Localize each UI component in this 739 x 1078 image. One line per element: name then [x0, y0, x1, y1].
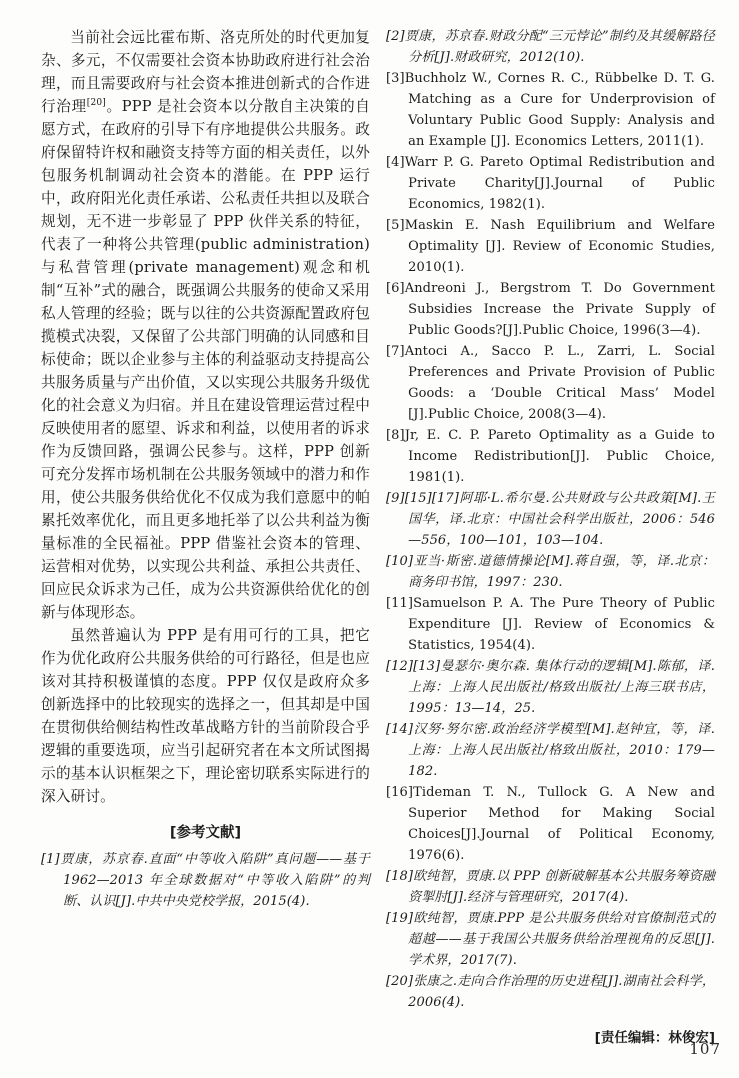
paragraph-1-text: 当前社会远比霍布斯、洛克所处的时代更加复杂、多元，不仅需要社会资本协助政府进行社会治理，而且需要政府与社会资本推进创新式的合作进行治理	[41, 29, 370, 115]
reference-item-20: [20]张康之.走向合作治理的历史进程[J].湖南社会科学，2006(4).	[386, 974, 715, 1010]
reference-item-5: [5]Maskin E. Nash Equilibrium and Welfare Optimality [J]. Review of Economic Studies, 2010(1).	[386, 218, 715, 275]
reference-item-10: [10]亚当·斯密.道德情操论[M].蒋自强，等，译.北京：商务印书馆，1997：230.	[386, 554, 715, 590]
reference-item-8: [8]Jr, E. C. P. Pareto Optimality as a Guide to Income Redistribution[J]. Public Choice, 1981(1).	[386, 428, 715, 485]
reference-item-7: [7]Antoci A., Sacco P. L., Zarri, L. Social Preferences and Private Provision of Public Goods: a ‘Double Critical Mass’ Model [J].Public Choice, 2008(3—4).	[386, 344, 715, 422]
reference-item-19: [19]欧纯智，贾康.PPP 是公共服务供给对官僚制范式的超越——基于我国公共服务供给治理视角的反思[J].学术界，2017(7).	[386, 911, 715, 968]
right-column	[386, 26, 715, 1046]
reference-item-11: [11]Samuelson P. A. The Pure Theory of Public Expenditure [J]. Review of Economics & Statistics, 1954(4).	[386, 596, 715, 653]
body-paragraph-1	[41, 26, 370, 624]
reference-item-9-15-17: [9][15][17]阿耶·L.希尔曼.公共财政与公共政策[M].王国华，译.北京：中国社会科学出版社，2006：546—556，100—101，103—104.	[386, 491, 715, 548]
reference-item-4: [4]Warr P. G. Pareto Optimal Redistribution and Private Charity[J].Journal of Public Economics, 1982(1).	[386, 155, 715, 212]
left-column	[41, 26, 370, 1046]
reference-item-18: [18]欧纯智，贾康.以 PPP 创新破解基本公共服务筹资融资掣肘[J].经济与管理研究，2017(4).	[386, 869, 715, 905]
body-paragraph-2: 虽然普遍认为 PPP 是有用可行的工具，把它作为优化政府公共服务供给的可行路径，但是也应该对其持积极谨慎的态度。PPP 仅仅是政府众多创新选择中的比较现实的选择之一，但其却是中国在贯彻供给侧结构性改革战略方针的当前阶段合乎逻辑的重要选项，应当引起研究者在本文所试图揭示的基本认识框架之下，理论密切联系实际进行的深入研讨。	[41, 627, 370, 805]
page-number: 107	[689, 1040, 721, 1058]
footnote-marker-20: [20]	[86, 98, 107, 109]
editor-note: [责任编辑：林俊宏]	[594, 1030, 715, 1046]
paragraph-1-text-continued: 。PPP 是社会资本以分散自主决策的自愿方式，在政府的引导下有序地提供公共服务。政府保留特许权和融资支持等方面的相关责任，以外包服务机制调动社会资本的潜能。在 PPP 运行中，政府阳光化责任承诺、公私责任共担以及联合规划，无不进一步彰显了 PPP 伙伴关系的特征，代表了一种将公共管理(public administration)与私营管理(private management)观念和机制“互补”式的融合，既强调公共服务的使命又采用私人管理的经验；既与以往的公共资源配置政府包揽模式决裂，又保留了公共部门明确的认同感和目标使命；既以企业参与主体的利益驱动支持提高公共服务质量与产出价值，又以实现公共服务升级优化的社会意义为归宿。并且在建设管理运营过程中反映使用者的愿望、诉求和利益，以使用者的诉求作为反馈回路，强调公民参与。这样，PPP 创新可充分发挥市场机制在公共服务领域中的潜力和作用，使公共服务供给优化不仅成为我们意愿中的帕累托效率优化，而且更多地托举了以公共利益为衡量标准的全民福祉。PPP 借鉴社会资本的管理、运营相对优势，以实现公共利益、承担公共责任、回应民众诉求为己任，成为公共资源供给优化的创新与体现形态。	[41, 98, 370, 621]
reference-item-16: [16]Tideman T. N., Tullock G. A New and Superior Method for Making Social Choices[J].Journal of Political Economy, 1976(6).	[386, 785, 715, 863]
reference-item-14: [14]汉努·努尔密.政治经济学模型[M].赵钟宜，等，译.上海：上海人民出版社/格致出版社，2010：179—182.	[386, 722, 715, 779]
reference-item-1: [1]贾康，苏京春.直面“中等收入陷阱”真问题——基于1962—2013 年全球数据对“中等收入陷阱”的判断、认识[J].中共中央党校学报，2015(4).	[41, 852, 370, 909]
reference-item-12-13: [12][13]曼瑟尔·奥尔森. 集体行动的逻辑[M].陈郁，译.上海：上海人民出版社/格致出版社/上海三联书店，1995：13—14，25.	[386, 659, 715, 716]
reference-item-6: [6]Andreoni J., Bergstrom T. Do Government Subsidies Increase the Private Supply of Public Goods?[J].Public Choice, 1996(3—4).	[386, 281, 715, 338]
references-heading: [参考文献]	[169, 825, 242, 841]
reference-item-3: [3]Buchholz W., Cornes R. C., Rübbelke D. T. G. Matching as a Cure for Underprovision of Voluntary Public Good Supply: Analysis and an Example [J]. Economics Letters, 2011(1).	[386, 71, 715, 149]
reference-item-2: [2]贾康，苏京春.财政分配“三元悖论”制约及其缓解路径分析[J].财政研究，2012(10).	[386, 29, 715, 65]
two-column-layout	[41, 26, 715, 1046]
